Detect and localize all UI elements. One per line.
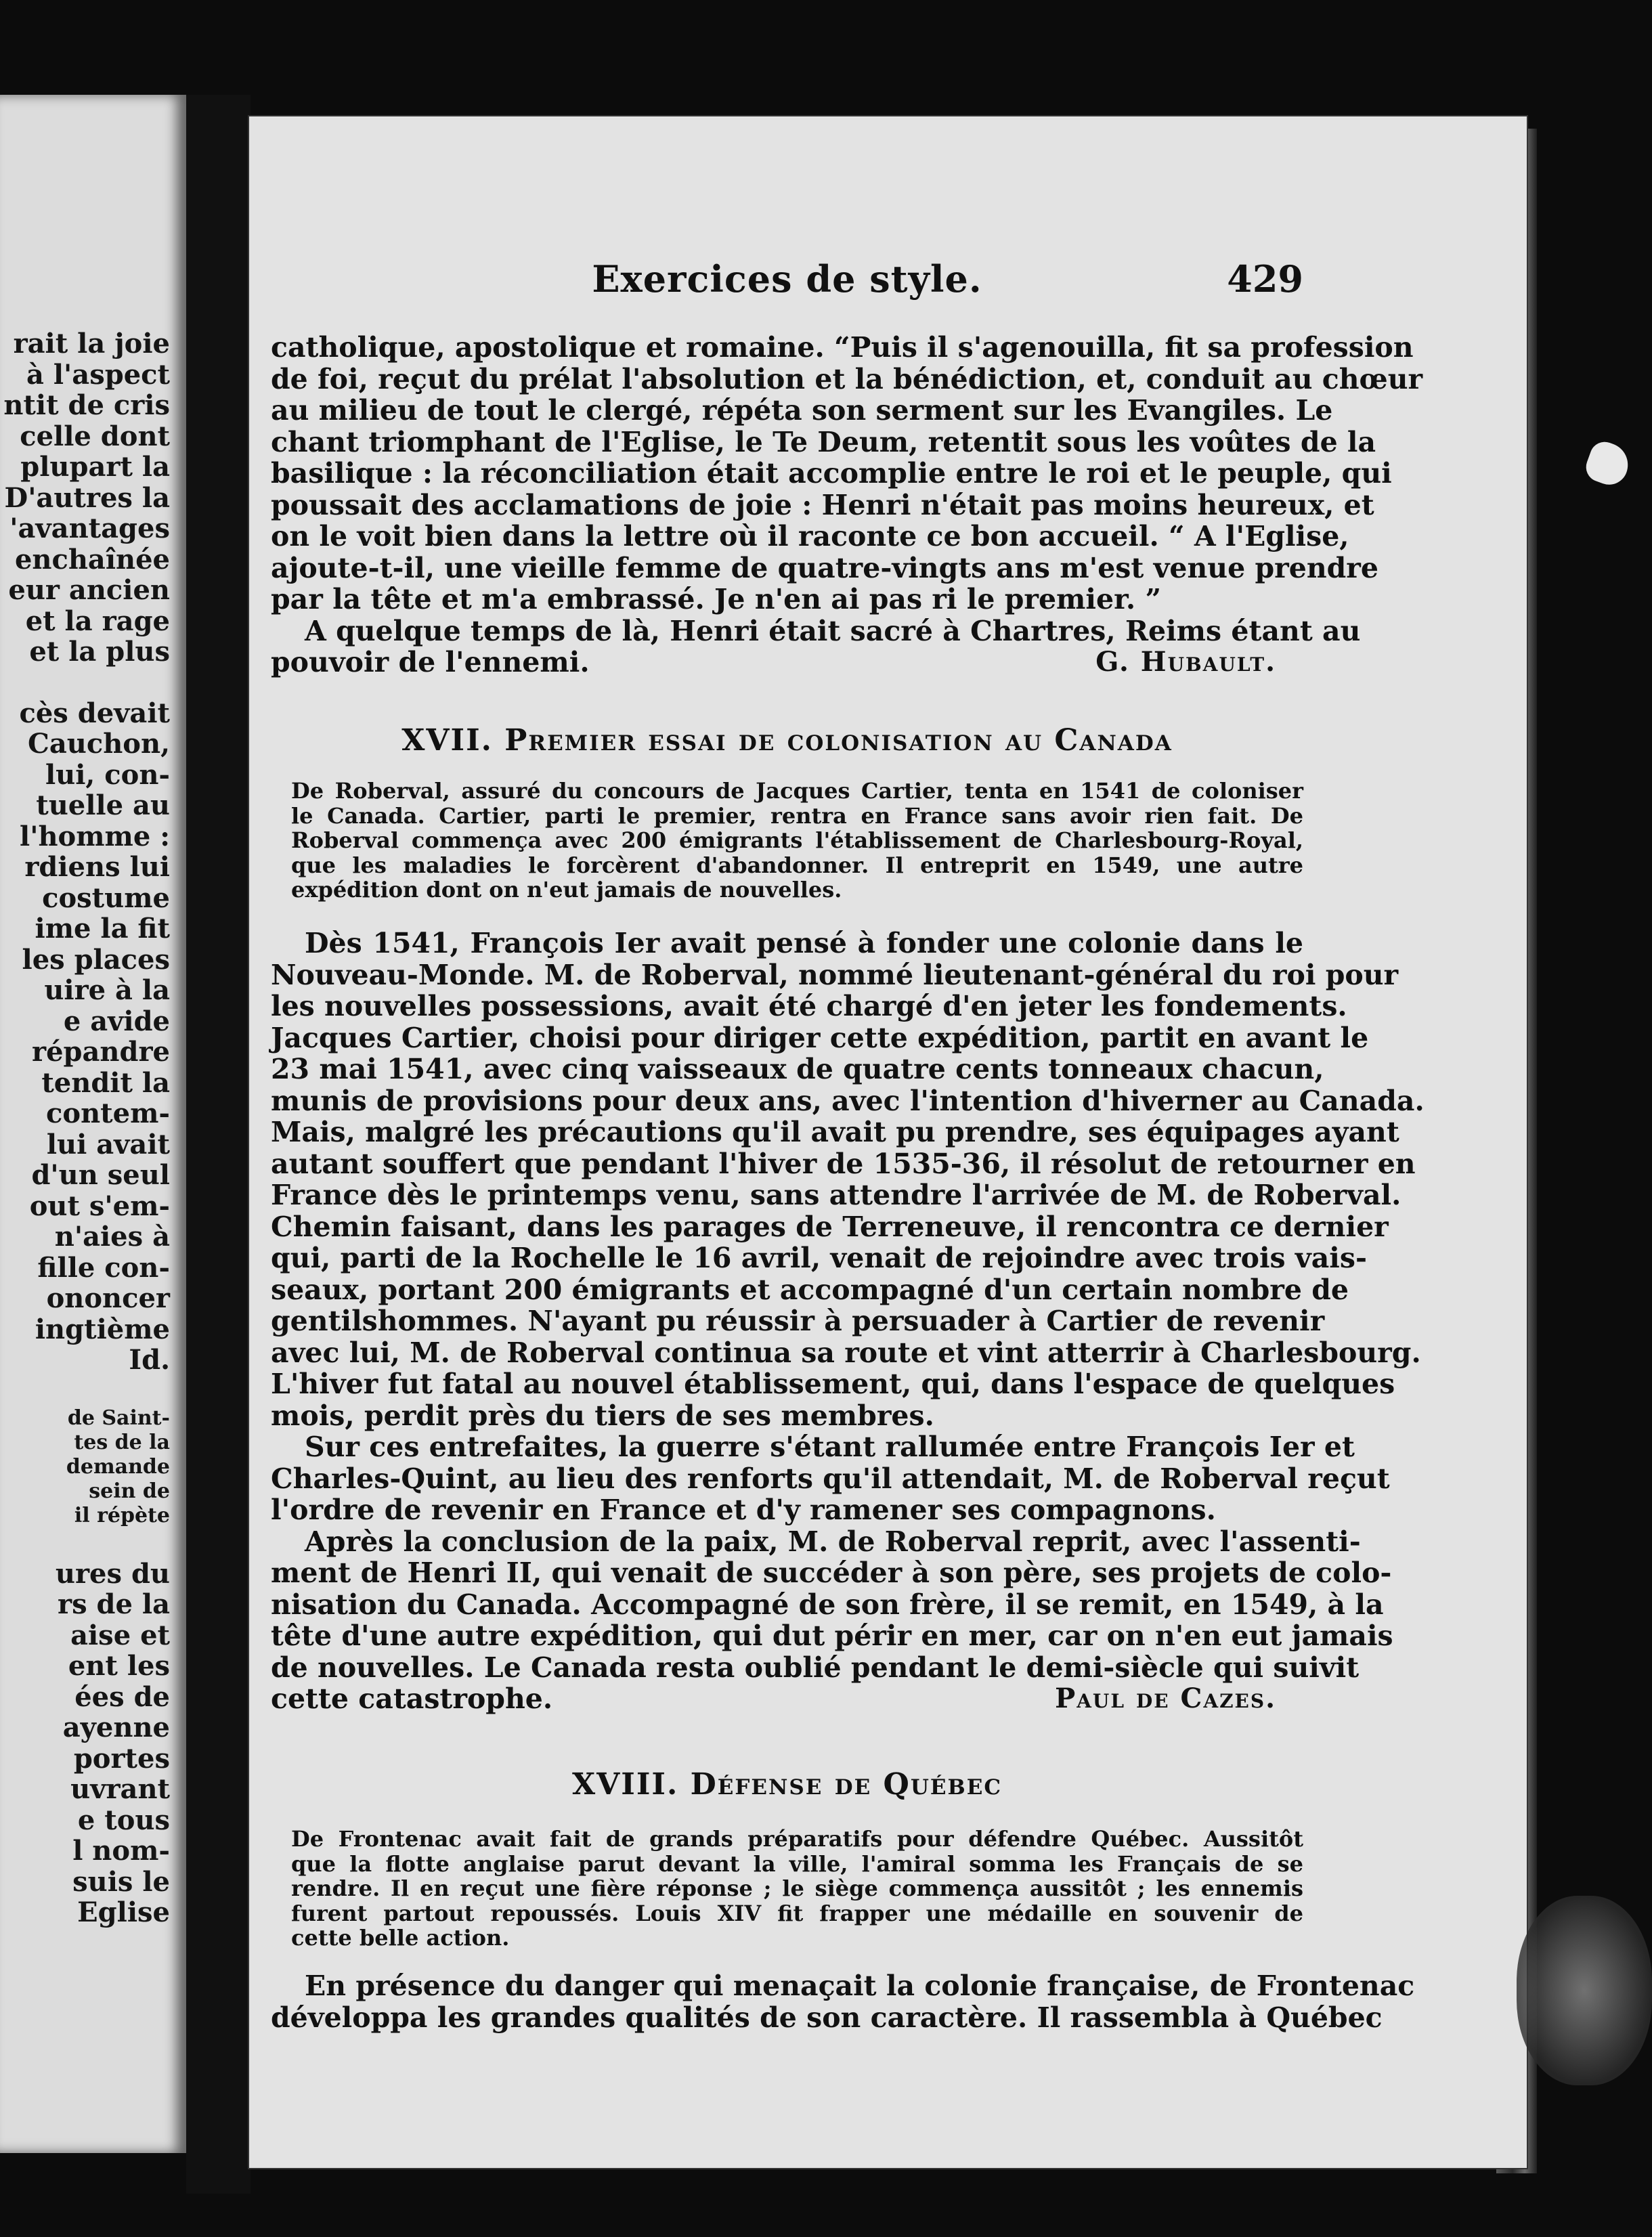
- section-body: [271, 927, 1425, 1716]
- left-line: Cauchon,: [28, 728, 170, 760]
- text-line: développa les grandes qualités de son caractère. Il rassembla à Québec: [271, 2001, 1383, 2034]
- section-body: [271, 1970, 1415, 2034]
- left-line: portes: [73, 1742, 170, 1775]
- text-line: ajoute-t-il, une vieille femme de quatre-vingts ans m'est venue prendre: [271, 551, 1378, 584]
- left-line: ingtième: [35, 1313, 170, 1345]
- left-line: ures du: [55, 1557, 170, 1590]
- summary-line: furent partout repoussés. Louis XIV fit frapper une médaille en souvenir de: [291, 1900, 1303, 1926]
- text-line: pouvoir de l'ennemi.: [271, 646, 590, 678]
- running-head: [271, 257, 1303, 305]
- left-line: suis le: [72, 1865, 170, 1898]
- left-line: il répète: [74, 1503, 170, 1527]
- text-line: seaux, portant 200 émigrants et accompagné d'un certain nombre de: [271, 1273, 1349, 1306]
- section-summary: [291, 779, 1303, 903]
- left-line: ayenne: [62, 1712, 170, 1743]
- text-line: Mais, malgré les précautions qu'il avait pu prendre, ses équipages ayant: [271, 1116, 1399, 1148]
- left-line: à l'aspect: [26, 358, 170, 391]
- text-line: En présence du danger qui menaçait la colonie française, de Frontenac: [305, 1970, 1415, 2002]
- left-line: e tous: [77, 1804, 170, 1836]
- section-16-ending: [271, 331, 1423, 679]
- left-line: ntit de cris: [3, 389, 170, 421]
- left-line: ées de: [74, 1680, 170, 1713]
- scan-stain: [1517, 1896, 1652, 2085]
- text-line: catholique, apostolique et romaine. “Puis il s'agenouilla, fit sa profession: [271, 331, 1414, 364]
- left-line: répandre: [32, 1036, 170, 1068]
- text-line: A quelque temps de là, Henri était sacré à Chartres, Reims étant au: [305, 614, 1361, 647]
- text-line: basilique : la réconciliation était accomplie entre le roi et le peuple, qui: [271, 457, 1392, 490]
- text-line: avec lui, M. de Roberval continua sa route et vint atterrir à Charlesbourg.: [271, 1336, 1421, 1369]
- summary-line: rendre. Il en reçut une fière réponse ; le siège commença aussitôt ; les ennemis: [291, 1875, 1303, 1901]
- summary-line: De Frontenac avait fait de grands préparatifs pour défendre Québec. Aussitôt: [291, 1826, 1303, 1852]
- left-line: les places: [22, 943, 170, 976]
- text-line: L'hiver fut fatal au nouvel établissement, qui, dans l'espace de quelques: [271, 1368, 1395, 1400]
- text-line: de nouvelles. Le Canada resta oublié pendant le demi-siècle qui suivit: [271, 1651, 1360, 1684]
- summary-line: De Roberval, assuré du concours de Jacques Cartier, tenta en 1541 de coloniser: [291, 778, 1303, 804]
- text-line: Après la conclusion de la paix, M. de Roberval reprit, avec l'assenti-: [305, 1525, 1361, 1558]
- page-number: 429: [1227, 257, 1303, 301]
- left-line: celle dont: [20, 420, 170, 452]
- left-line: eur ancien: [8, 574, 170, 606]
- left-line: d'un seul: [31, 1159, 170, 1191]
- previous-page-text: [0, 328, 170, 1928]
- left-line: lui, con-: [45, 758, 170, 791]
- text-line: par la tête et m'a embrassé. Je n'en ai pas ri le premier. ”: [271, 583, 1162, 615]
- text-line: nisation du Canada. Accompagné de son frère, il se remit, en 1549, à la: [271, 1588, 1384, 1621]
- left-line: aise et: [70, 1619, 170, 1651]
- left-line: de Saint-: [67, 1406, 170, 1430]
- text-line: cette catastrophe.: [271, 1682, 553, 1715]
- left-line: Eglise: [77, 1896, 170, 1928]
- left-line: ime la fit: [35, 913, 170, 944]
- text-line: gentilshommes. N'ayant pu réussir à persuader à Cartier de revenir: [271, 1305, 1325, 1337]
- section-title: XVIII. Défense de Québec: [571, 1767, 1003, 1802]
- left-line: e avide: [63, 1005, 170, 1037]
- left-line: tes de la: [74, 1430, 170, 1454]
- left-line: n'aies à: [54, 1221, 170, 1253]
- left-line: plupart la: [20, 451, 170, 483]
- summary-line: que la flotte anglaise parut devant la ville, l'amiral somma les Français de se: [291, 1850, 1303, 1877]
- left-line: et la rage: [25, 605, 170, 637]
- text-line: 23 mai 1541, avec cinq vaisseaux de quatre cents tonneaux chacun,: [271, 1053, 1324, 1085]
- left-line: cès devait: [19, 697, 170, 729]
- left-line: ononcer: [46, 1282, 170, 1314]
- summary-line: Roberval commença avec 200 émigrants l'établissement de Charlesbourg-Royal,: [291, 827, 1303, 853]
- text-line: autant souffert que pendant l'hiver de 1535-36, il résolut de retourner en: [271, 1147, 1416, 1180]
- author-signature: Paul de Cazes.: [1055, 1682, 1276, 1714]
- left-line: enchaînée: [14, 543, 170, 575]
- left-line: out s'em-: [29, 1190, 170, 1222]
- text-line: mois, perdit près du tiers de ses membres.: [271, 1399, 934, 1432]
- left-line: uire à la: [44, 974, 170, 1006]
- text-line: Dès 1541, François Ier avait pensé à fonder une colonie dans le: [305, 927, 1303, 959]
- left-line: sein de: [89, 1479, 170, 1503]
- text-line: Chemin faisant, dans les parages de Terreneuve, il rencontra ce dernier: [271, 1210, 1389, 1243]
- text-line: on le voit bien dans la lettre où il raconte ce bon accueil. “ A l'Eglise,: [271, 520, 1349, 552]
- text-line: de foi, reçut du prélat l'absolution et la bénédiction, et, conduit au chœur: [271, 362, 1423, 395]
- text-line: munis de provisions pour deux ans, avec l'intention d'hiverner au Canada.: [271, 1084, 1425, 1117]
- text-line: qui, parti de la Rochelle le 16 avril, venait de rejoindre avec trois vais-: [271, 1242, 1367, 1274]
- left-line: lui avait: [46, 1128, 170, 1160]
- left-line: et la plus: [29, 636, 170, 668]
- paper-speck: [1582, 438, 1634, 490]
- text-line: les nouvelles possessions, avait été chargé d'en jeter les fondements.: [271, 990, 1347, 1022]
- left-line: fille con-: [37, 1251, 170, 1284]
- section-title: XVII. Premier essai de colonisation au Canada: [401, 723, 1173, 758]
- left-line: rs de la: [58, 1588, 170, 1620]
- summary-line: que les maladies le forcèrent d'abandonner. Il entreprit en 1549, une autre: [291, 852, 1303, 878]
- left-line: rdiens lui: [24, 851, 170, 883]
- text-line: Sur ces entrefaites, la guerre s'étant rallumée entre François Ier et: [305, 1431, 1355, 1463]
- left-line: rait la joie: [13, 328, 170, 360]
- author-signature: G. Hubault.: [1095, 646, 1276, 678]
- left-line: costume: [42, 882, 170, 914]
- left-line: 'avantages: [9, 513, 170, 544]
- section-summary: [291, 1827, 1303, 1951]
- summary-line: cette belle action.: [291, 1925, 510, 1951]
- text-line: Nouveau-Monde. M. de Roberval, nommé lieutenant-général du roi pour: [271, 958, 1399, 991]
- left-line: demande: [66, 1454, 170, 1479]
- left-line: contem-: [46, 1098, 170, 1129]
- summary-line: expédition dont on n'eut jamais de nouvelles.: [291, 877, 842, 903]
- text-line: Charles-Quint, au lieu des renforts qu'il attendait, M. de Roberval reçut: [271, 1462, 1390, 1495]
- text-line: chant triomphant de l'Eglise, le Te Deum, retentit sous les voûtes de la: [271, 425, 1376, 458]
- text-line: l'ordre de revenir en France et d'y ramener ses compagnons.: [271, 1494, 1216, 1526]
- text-line: tête d'une autre expédition, qui dut périr en mer, car on n'en eut jamais: [271, 1620, 1393, 1652]
- left-line: uvrant: [70, 1773, 170, 1805]
- text-line: au milieu de tout le clergé, répéta son serment sur les Evangiles. Le: [271, 394, 1333, 427]
- left-line: l nom-: [72, 1835, 170, 1867]
- left-line: D'autres la: [4, 481, 170, 514]
- text-line: ment de Henri II, qui venait de succéder à son père, ses projets de colo-: [271, 1557, 1392, 1589]
- text-line: Jacques Cartier, choisi pour diriger cette expédition, partit en avant le: [271, 1021, 1369, 1054]
- left-line: Id.: [129, 1344, 170, 1376]
- previous-page: [0, 95, 186, 2153]
- left-line: tuelle au: [36, 789, 170, 821]
- summary-line: le Canada. Cartier, parti le premier, rentra en France sans avoir rien fait. De: [291, 802, 1303, 829]
- text-line: France dès le printemps venu, sans attendre l'arrivée de M. de Roberval.: [271, 1179, 1401, 1211]
- left-line: l'homme :: [20, 820, 170, 852]
- left-line: tendit la: [41, 1066, 170, 1099]
- book-gutter: [186, 95, 251, 2194]
- text-line: poussait des acclamations de joie : Henri n'était pas moins heureux, et: [271, 488, 1374, 521]
- left-line: ent les: [68, 1650, 170, 1682]
- running-title: Exercices de style.: [592, 257, 982, 301]
